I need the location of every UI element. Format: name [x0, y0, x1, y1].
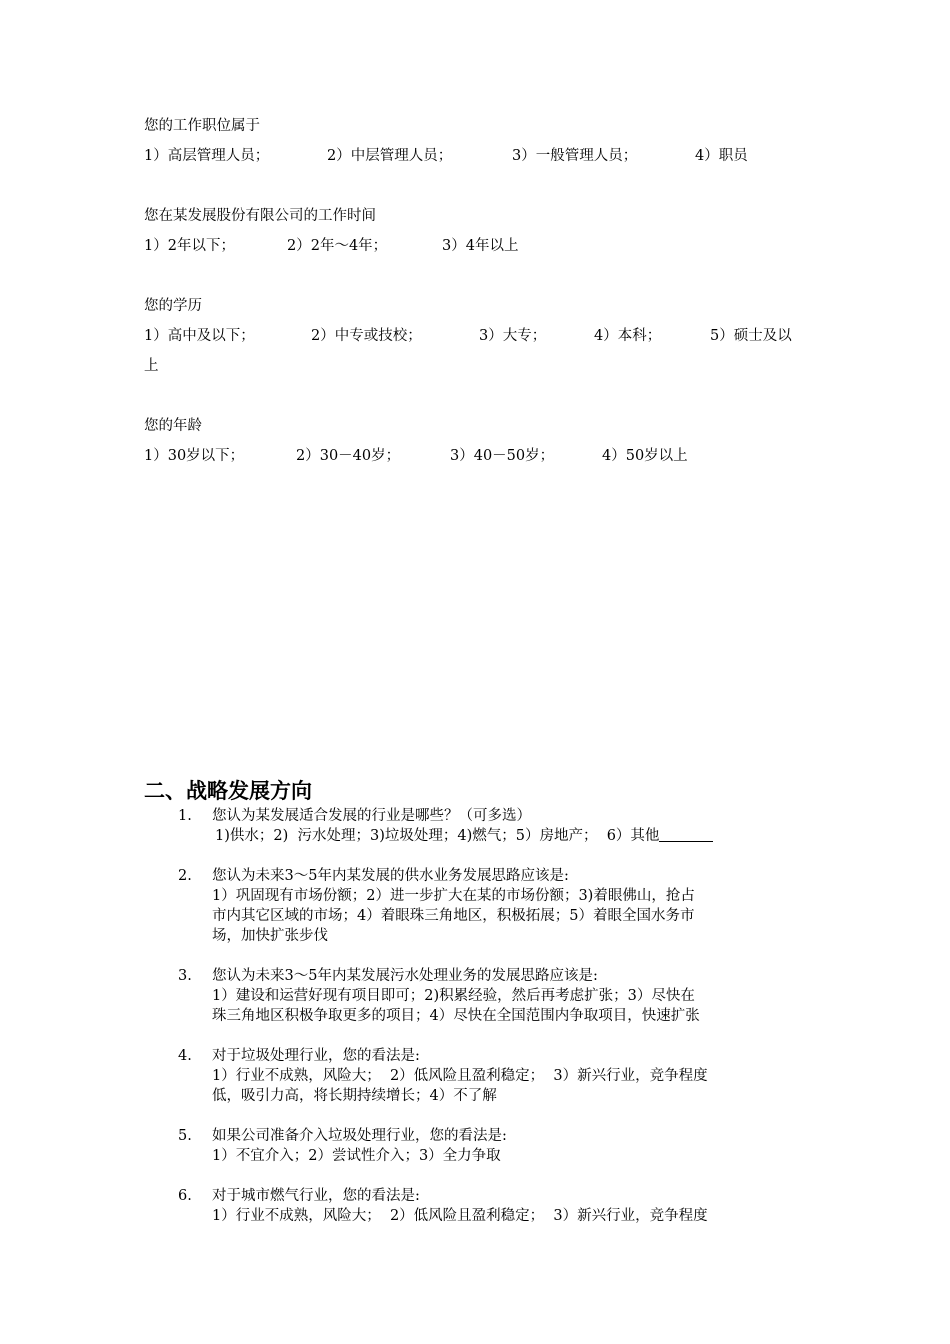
item-number: 1. [178, 808, 192, 824]
options-education [144, 326, 844, 346]
item-question: 对于城市燃气行业，您的看法是: [212, 1188, 420, 1204]
option: 4）职员 [695, 148, 748, 164]
section-heading: 二、战略发展方向 [144, 779, 312, 803]
option: 4）50岁以上 [602, 448, 688, 464]
item-line: 1）建设和运营好现有项目即可；2)积累经验，然后再考虑扩张；3）尽快在 [212, 988, 695, 1004]
option: 2）30－40岁； [296, 448, 401, 464]
item-line-text: 1)供水；2) 污水处理；3)垃圾处理；4)燃气；5）房地产； 6）其他 [215, 828, 660, 844]
item-question: 您认为未来3～5年内某发展污水处理业务的发展思路应该是: [212, 968, 598, 984]
item-line: 珠三角地区积极争取更多的项目；4）尽快在全国范围内争取项目，快速扩张 [212, 1008, 700, 1024]
option: 1）高中及以下； [144, 328, 255, 344]
option: 3）大专； [479, 328, 547, 344]
question-work-duration: 您在某发展股份有限公司的工作时间 [144, 208, 376, 224]
item-line: 1）行业不成熟，风险大； 2）低风险且盈利稳定； 3）新兴行业，竞争程度 [212, 1208, 708, 1224]
option: 3）40－50岁； [450, 448, 555, 464]
item-line: 市内其它区域的市场；4）着眼珠三角地区，积极拓展；5）着眼全国水务市 [212, 908, 695, 924]
item-number: 3. [178, 968, 192, 984]
option: 1）30岁以下； [144, 448, 245, 464]
item-question: 对于垃圾处理行业，您的看法是: [212, 1048, 420, 1064]
option: 2）中专或技校； [311, 328, 422, 344]
item-number: 2. [178, 868, 192, 884]
question-job-position: 您的工作职位属于 [144, 118, 260, 134]
options-education-wrap: 上 [144, 358, 159, 374]
question-education: 您的学历 [144, 298, 202, 314]
option: 1）高层管理人员； [144, 148, 270, 164]
item-number: 5. [178, 1128, 192, 1144]
option: 3）4年以上 [442, 238, 519, 254]
option: 5）硕士及以 [710, 328, 792, 344]
item-line: 1）行业不成熟，风险大； 2）低风险且盈利稳定； 3）新兴行业，竞争程度 [212, 1068, 708, 1084]
option: 3）一般管理人员； [512, 148, 638, 164]
item-line: 1）巩固现有市场份额；2）进一步扩大在某的市场份额；3)着眼佛山，抢占 [212, 888, 695, 904]
item-question: 如果公司准备介入垃圾处理行业，您的看法是: [212, 1128, 507, 1144]
option: 2）2年～4年； [287, 238, 388, 254]
option: 2）中层管理人员； [327, 148, 453, 164]
item-line: 1）不宜介入；2）尝试性介入；3）全力争取 [212, 1148, 501, 1164]
item-question: 您认为某发展适合发展的行业是哪些？（可多选） [212, 808, 531, 824]
options-work-duration [144, 236, 844, 256]
option: 1）2年以下； [144, 238, 235, 254]
options-job-position [144, 146, 844, 166]
item-line: 场，加快扩张步伐 [212, 928, 328, 944]
question-age: 您的年龄 [144, 418, 202, 434]
item-number: 6. [178, 1188, 192, 1204]
item-number: 4. [178, 1048, 192, 1064]
fill-in-blank [659, 827, 713, 842]
options-age [144, 446, 844, 466]
item-line: 低，吸引力高，将长期持续增长；4）不了解 [212, 1088, 497, 1104]
item-question: 您认为未来3～5年内某发展的供水业务发展思路应该是: [212, 868, 569, 884]
option: 4）本科； [594, 328, 662, 344]
item-line [215, 826, 713, 846]
